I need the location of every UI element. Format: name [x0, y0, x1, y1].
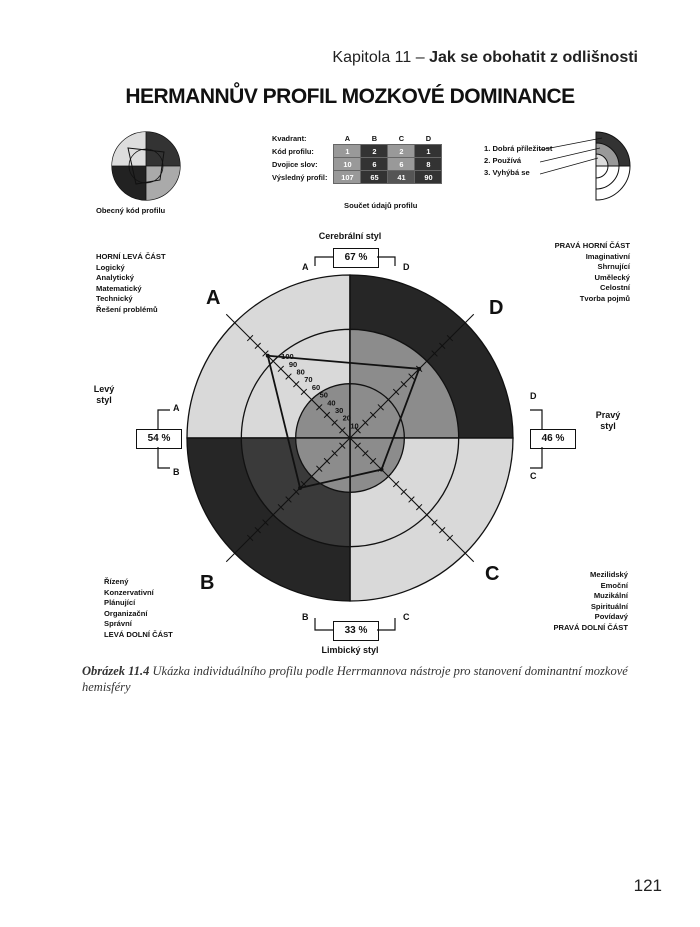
table-cell: 10	[334, 158, 361, 171]
scale-label: 100	[281, 352, 294, 362]
list-item: Imaginativní	[585, 251, 630, 261]
list-item: Shrnující	[597, 262, 630, 271]
list-item: Správní	[104, 619, 132, 628]
table-cell: 90	[415, 171, 442, 184]
quadrant-letter-a: A	[206, 287, 221, 309]
bottom-style-label: Limbický styl	[321, 645, 379, 655]
quadrant-letter-b: B	[200, 572, 215, 594]
right-style-d: D	[530, 391, 537, 401]
quadrant-header: C	[398, 133, 405, 143]
left-style-pct: 54 %	[136, 429, 182, 449]
left-style-b: B	[173, 467, 180, 477]
list-item: Řízený	[104, 577, 129, 586]
right-style-c: C	[530, 471, 537, 481]
scale-label: 40	[327, 398, 336, 408]
scale-label: 20	[342, 413, 351, 423]
scale-label: 50	[319, 390, 328, 400]
figure-title: HERMANNŮV PROFIL MOZKOVÉ DOMINANCE	[125, 85, 575, 108]
lower-left-list	[104, 577, 173, 640]
code-table-caption: Součet údajů profilu	[344, 201, 418, 210]
list-item: Organizační	[104, 608, 148, 618]
list-item: Mezilidský	[590, 570, 628, 579]
table-cell: 2	[361, 145, 388, 158]
scale-label: 30	[334, 405, 344, 415]
table-cell: 41	[388, 171, 415, 184]
table-cell: 2	[388, 145, 415, 158]
scale-label: 70	[304, 375, 313, 385]
top-style-a: A	[302, 262, 309, 272]
row-label: Dvojice slov:	[272, 159, 318, 169]
chapter-title: Jak se obohatit z odlišnosti	[429, 49, 638, 66]
caption-text: Ukázka individuálního profilu podle Herrmannova nástroje pro stanovení dominantní mozkové hemisféry	[82, 664, 628, 694]
list-item: LEVÁ DOLNÍ ČÁST	[104, 629, 173, 639]
table-cell: 8	[415, 158, 442, 171]
top-style-pct: 67 %	[333, 248, 379, 268]
legend-item: 1. Dobrá příležitost	[484, 144, 553, 153]
list-item: Emoční	[600, 580, 628, 590]
list-item: Celostní	[600, 283, 630, 292]
scale-label: 10	[350, 421, 359, 431]
quadrant-row-label: Kvadrant:	[272, 133, 307, 143]
quadrant-header: D	[425, 133, 432, 143]
right-style-label-1: Pravý	[595, 410, 621, 420]
left-style-label-1: Levý	[93, 384, 115, 394]
table-cell: 1	[334, 145, 361, 158]
list-item: Muzikální	[593, 591, 628, 600]
table-cell: 65	[361, 171, 388, 184]
left-style-a: A	[173, 403, 180, 413]
list-item: HORNÍ LEVÁ ČÁST	[96, 252, 166, 261]
quadrant-letter-d: D	[489, 297, 504, 319]
quadrant-letter-c: C	[485, 563, 500, 585]
list-item: Povídavý	[594, 612, 628, 621]
list-item: Konzervativní	[104, 587, 154, 597]
list-item: Tvorba pojmů	[579, 293, 630, 303]
list-item: PRAVÁ DOLNÍ ČÁST	[553, 622, 628, 632]
quadrant-header: A	[344, 133, 351, 143]
top-style-d: D	[403, 262, 410, 272]
list-item: PRAVÁ HORNÍ ČÁST	[554, 241, 630, 250]
table-cell: 6	[361, 158, 388, 171]
table-cell: 1	[415, 145, 442, 158]
list-item: Umělecký	[594, 272, 630, 282]
list-item: Řešení problémů	[96, 304, 158, 314]
scale-label: 60	[311, 382, 321, 392]
quadrant-header: B	[371, 133, 378, 143]
figure-caption	[82, 663, 642, 695]
scale-label: 90	[288, 359, 298, 369]
chapter-label: Kapitola 11 –	[332, 49, 430, 66]
row-label: Kód profilu:	[272, 146, 314, 156]
table-cell: 107	[334, 171, 361, 184]
table-cell: 6	[388, 158, 415, 171]
top-style-label: Cerebrální styl	[318, 231, 382, 241]
legend-item: 2. Používá	[484, 156, 522, 165]
lower-right-list	[553, 570, 628, 633]
row-label: Výsledný profil:	[272, 172, 328, 182]
list-item: Spirituální	[590, 601, 628, 611]
general-profile-label: Obecný kód profilu	[96, 206, 166, 215]
bottom-style-c: C	[403, 612, 410, 622]
right-style-pct: 46 %	[530, 429, 576, 449]
bottom-style-pct: 33 %	[333, 621, 379, 641]
list-item: Technický	[96, 294, 133, 303]
legend-item: 3. Vyhýbá se	[484, 168, 530, 177]
list-item: Logický	[96, 262, 125, 272]
upper-right-list	[555, 241, 630, 304]
list-item: Matematický	[96, 283, 142, 293]
bottom-style-b: B	[302, 612, 309, 622]
right-style-label-2: styl	[600, 421, 616, 431]
upper-left-list	[96, 252, 166, 315]
scale-label: 80	[296, 367, 305, 377]
left-style-label-2: styl	[96, 395, 112, 405]
caption-label: Obrázek 11.4	[82, 664, 150, 678]
list-item: Plánující	[104, 598, 136, 607]
page-number: 121	[633, 876, 662, 895]
list-item: Analytický	[96, 273, 134, 282]
